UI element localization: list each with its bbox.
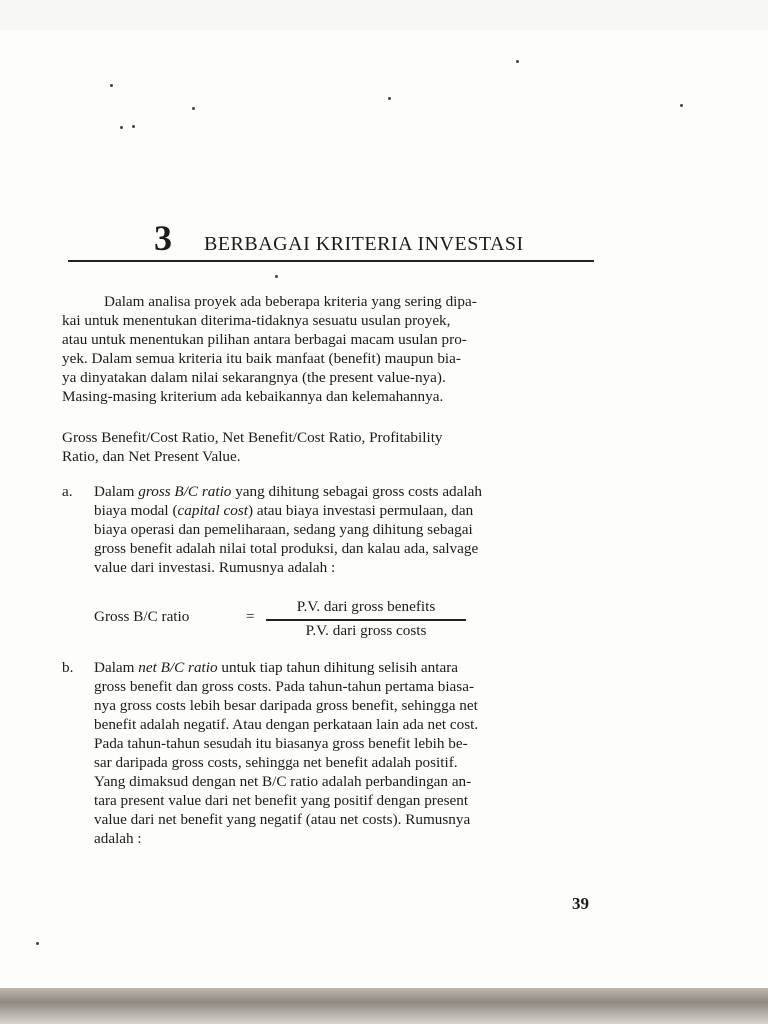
- list-marker: a.: [62, 483, 73, 500]
- text-line: kai untuk menentukan diterima-tidaknya sesuatu usulan proyek,: [62, 312, 451, 329]
- scan-speck: [132, 125, 135, 128]
- text-line: [94, 482, 596, 501]
- criteria-paragraph: [62, 428, 596, 466]
- text-line: tara present value dari net benefit yang positif dengan present: [94, 792, 469, 809]
- text-line: sar daripada gross costs, sehingga net benefit adalah positif.: [94, 754, 458, 771]
- scan-speck: [275, 275, 278, 278]
- text-line: gross benefit dan gross costs. Pada tahun-tahun pertama biasa-: [94, 678, 475, 695]
- list-item-body: [94, 482, 596, 577]
- scan-bottom-edge: [0, 988, 768, 1024]
- text-line: Dalam analisa proyek ada beberapa kriteria yang sering dipa-: [104, 293, 477, 310]
- chapter-header: [68, 218, 594, 268]
- text-line: Ratio, dan Net Present Value.: [62, 448, 241, 465]
- text-run: Dalam: [94, 659, 139, 676]
- chapter-rule: [68, 260, 594, 262]
- text-line: ya dinyatakan dalam nilai sekarangnya (the present value-nya).: [62, 369, 446, 386]
- text-line: value dari investasi. Rumusnya adalah :: [94, 559, 336, 576]
- formula-equals: =: [246, 608, 255, 625]
- text-line: value dari net benefit yang negatif (atau net costs). Rumusnya: [94, 811, 471, 828]
- italic-term: gross B/C ratio: [138, 483, 232, 500]
- scan-speck: [120, 126, 123, 129]
- scan-top-band: [0, 0, 768, 30]
- text-line: Yang dimaksud dengan net B/C ratio adalah perbandingan an-: [94, 773, 472, 790]
- scan-speck: [192, 107, 195, 110]
- text-line: Gross Benefit/Cost Ratio, Net Benefit/Cost Ratio, Profitability: [62, 429, 443, 446]
- formula-numerator: P.V. dari gross benefits: [296, 598, 436, 615]
- list-marker: b.: [62, 659, 74, 676]
- text-line: biaya operasi dan pemeliharaan, sedang yang dihitung sebagai: [94, 521, 473, 538]
- text-run: Dalam: [94, 483, 139, 500]
- fraction-bar: [266, 619, 466, 621]
- scan-speck: [110, 84, 113, 87]
- scan-speck: [516, 60, 519, 63]
- text-line: Masing-masing kriterium ada kebaikannya dan kelemahannya.: [62, 388, 444, 405]
- text-line: nya gross costs lebih besar daripada gross benefit, sehingga net: [94, 697, 478, 714]
- text-line: yek. Dalam semua kriteria itu baik manfaat (benefit) maupun bia-: [62, 350, 461, 367]
- text-line: Pada tahun-tahun sesudah itu biasanya gross benefit lebih be-: [94, 735, 468, 752]
- text-line: [94, 501, 596, 520]
- text-line: [94, 658, 596, 677]
- text-run: biaya modal (: [94, 502, 178, 519]
- italic-term: capital cost: [177, 502, 248, 519]
- text-run: yang dihitung sebagai gross costs adalah: [231, 483, 482, 500]
- text-line: gross benefit adalah nilai total produksi, dan kalau ada, salvage: [94, 540, 479, 557]
- text-run: ) atau biaya investasi permulaan, dan: [247, 502, 474, 519]
- scan-speck: [36, 942, 39, 945]
- list-item-body: [94, 658, 596, 848]
- text-line: adalah :: [94, 830, 142, 847]
- intro-paragraph: [62, 292, 596, 406]
- scan-speck: [388, 97, 391, 100]
- text-run: untuk tiap tahun dihitung selisih antara: [217, 659, 459, 676]
- chapter-number: 3: [154, 218, 172, 258]
- formula-denominator: P.V. dari gross costs: [305, 622, 427, 639]
- formula-lhs: Gross B/C ratio: [94, 608, 190, 625]
- italic-term: net B/C ratio: [138, 659, 218, 676]
- page-number: 39: [572, 894, 589, 913]
- text-line: atau untuk menentukan pilihan antara berbagai macam usulan pro-: [62, 331, 467, 348]
- chapter-title: BERBAGAI KRITERIA INVESTASI: [204, 233, 524, 255]
- scan-speck: [680, 104, 683, 107]
- text-line: benefit adalah negatif. Atau dengan perkataan lain ada net cost.: [94, 716, 479, 733]
- gross-bc-formula: [94, 598, 474, 644]
